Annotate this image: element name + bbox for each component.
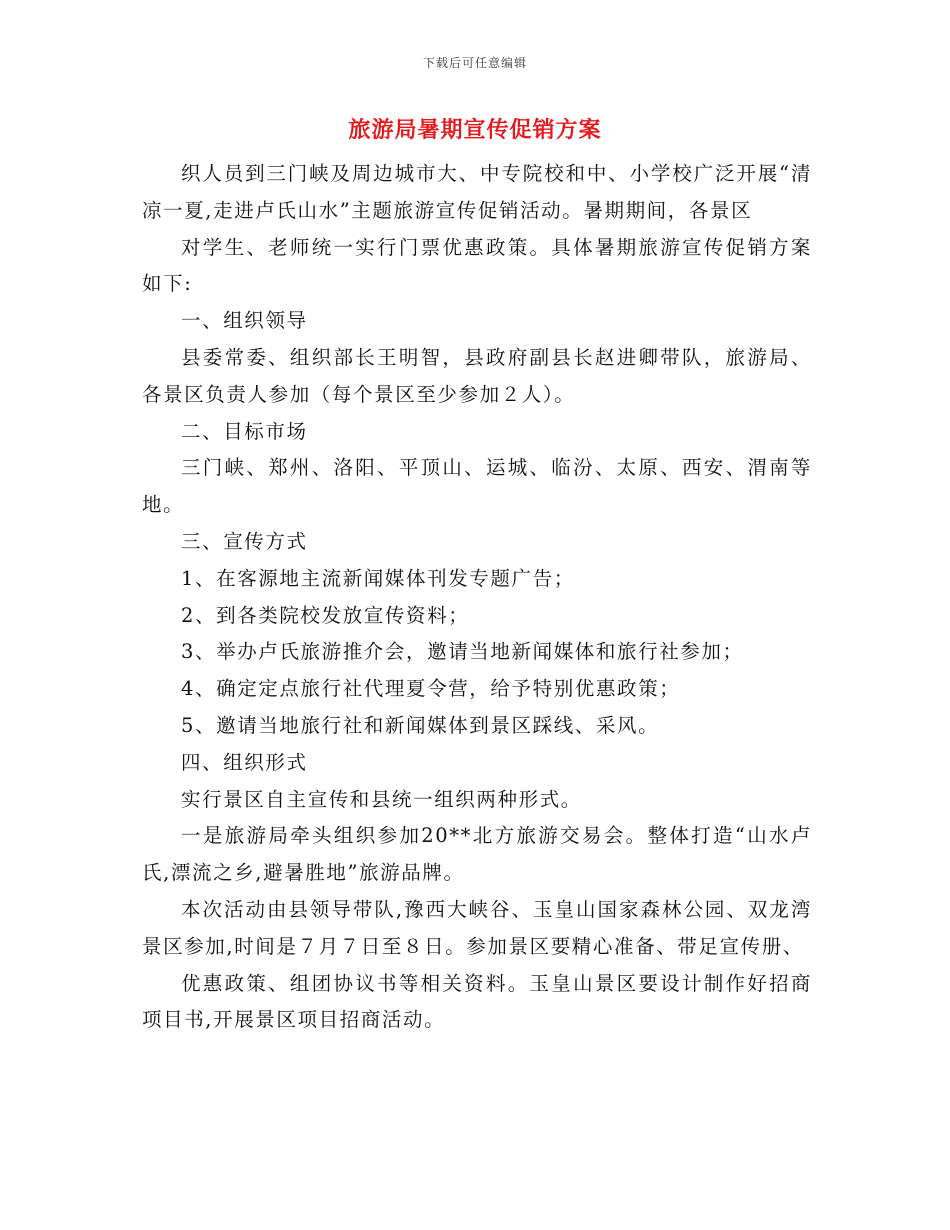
paragraph: 织人员到三门峡及周边城市大、中专院校和中、小学校广泛开展“清凉一夏,走进卢氏山水”主题旅游宣传促销活动。暑期期间，各景区: [142, 162, 812, 222]
paragraph: 实行景区自主宣传和县统一组织两种形式。: [181, 787, 582, 811]
paragraph: 一是旅游局牵头组织参加20**北方旅游交易会。整体打造“山水卢氏,漂流之乡,避暑胜地”旅游品牌。: [142, 824, 812, 885]
paragraph: 优惠政策、组团协议书等相关资料。玉皇山景区要设计制作好招商项目书,开展景区项目招商活动。: [142, 971, 812, 1032]
list-item: 3、举办卢氏旅游推介会，邀请当地新闻媒体和旅行社参加；: [181, 640, 744, 664]
list-item: 2、到各类院校发放宣传资料；: [181, 603, 470, 627]
list-item: 5、邀请当地旅行社和新闻媒体到景区踩线、采风。: [181, 713, 660, 737]
section-heading: 三、宣传方式: [181, 529, 308, 553]
paragraph: 对学生、老师统一实行门票优惠政策。具体暑期旅游宣传促销方案如下:: [142, 235, 812, 296]
paragraph: 本次活动由县领导带队,豫西大峡谷、玉皇山国家森林公园、双龙湾景区参加,时间是７月７日至８日。参加景区要精心准备、带足宣传册、: [142, 897, 812, 958]
header-note: 下载后可任意编辑: [422, 56, 527, 70]
section-heading: 二、目标市场: [181, 419, 308, 443]
list-item: 4、确定定点旅行社代理夏令营，给予特别优惠政策；: [181, 677, 681, 701]
document-title: 旅游局暑期宣传促销方案: [348, 117, 602, 143]
list-item: 1、在客源地主流新闻媒体刊发专题广告；: [181, 566, 575, 590]
section-heading: 四、组织形式: [181, 750, 308, 774]
section-heading: 一、组织领导: [181, 309, 308, 333]
paragraph: 三门峡、郑州、洛阳、平顶山、运城、临汾、太原、西安、渭南等地。: [142, 456, 812, 517]
paragraph: 县委常委、组织部长王明智，县政府副县长赵进卿带队，旅游局、各景区负责人参加（每个景区至少参加２人）。: [142, 345, 812, 406]
document-body: [142, 156, 812, 1039]
